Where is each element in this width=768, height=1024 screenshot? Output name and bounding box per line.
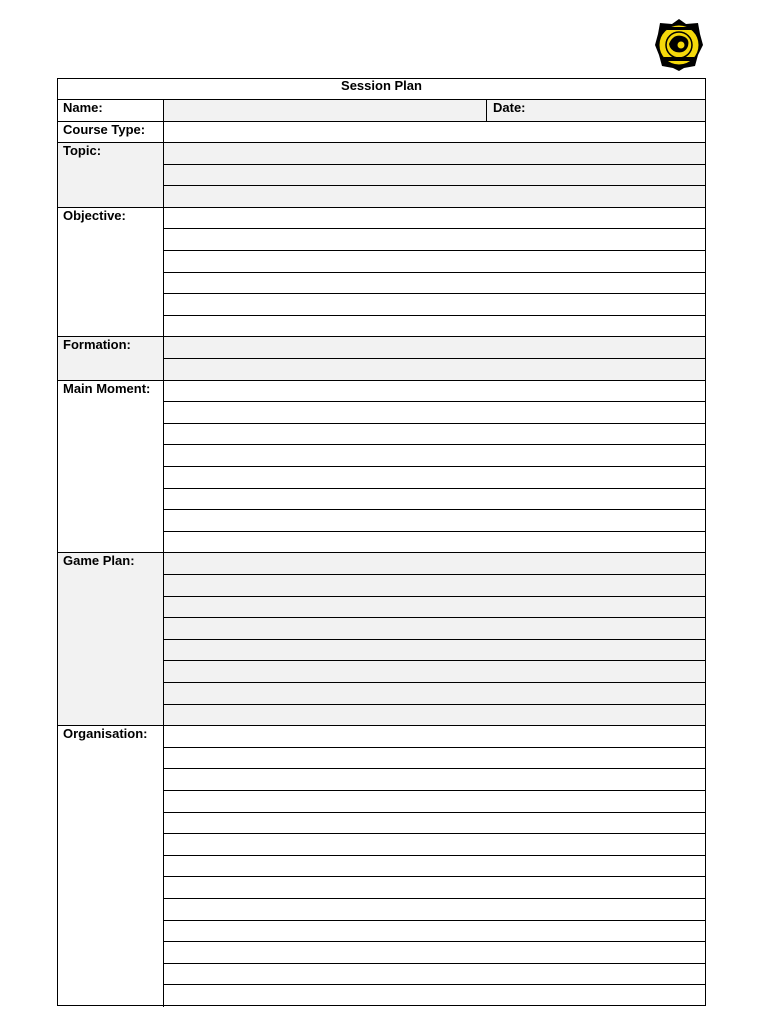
game-plan-label: Game Plan: (58, 553, 164, 726)
organisation-line[interactable] (164, 791, 705, 813)
date-label: Date: (493, 100, 526, 115)
session-plan-form (57, 78, 706, 1006)
course-type-field[interactable] (164, 122, 705, 143)
main-moment-line[interactable] (164, 510, 705, 532)
formation-line[interactable] (164, 337, 705, 359)
game-plan-line[interactable] (164, 640, 705, 662)
objective-label: Objective: (58, 208, 164, 338)
formation-line[interactable] (164, 359, 705, 381)
organisation-line[interactable] (164, 877, 705, 899)
main-moment-line[interactable] (164, 381, 705, 403)
objective-line[interactable] (164, 208, 705, 230)
main-moment-line[interactable] (164, 424, 705, 446)
organisation-line[interactable] (164, 899, 705, 921)
topic-line[interactable] (164, 186, 705, 208)
organisation-line[interactable] (164, 813, 705, 835)
game-plan-line[interactable] (164, 575, 705, 597)
organisation-label: Organisation: (58, 726, 164, 1007)
main-moment-label: Main Moment: (58, 381, 164, 554)
organisation-line[interactable] (164, 985, 705, 1007)
main-moment-line[interactable] (164, 532, 705, 554)
organisation-line[interactable] (164, 942, 705, 964)
association-crest-logo (654, 18, 704, 72)
main-moment-line[interactable] (164, 467, 705, 489)
main-moment-line[interactable] (164, 445, 705, 467)
organisation-line[interactable] (164, 726, 705, 748)
game-plan-line[interactable] (164, 553, 705, 575)
objective-line[interactable] (164, 316, 705, 338)
game-plan-line[interactable] (164, 597, 705, 619)
topic-line[interactable] (164, 165, 705, 187)
organisation-line[interactable] (164, 834, 705, 856)
date-field[interactable] (486, 100, 705, 122)
topic-label: Topic: (58, 143, 164, 208)
game-plan-line[interactable] (164, 661, 705, 683)
organisation-line[interactable] (164, 769, 705, 791)
game-plan-line[interactable] (164, 618, 705, 640)
organisation-line[interactable] (164, 748, 705, 770)
objective-line[interactable] (164, 273, 705, 295)
name-field[interactable] (164, 100, 486, 122)
objective-line[interactable] (164, 229, 705, 251)
organisation-line[interactable] (164, 856, 705, 878)
form-title: Session Plan (58, 79, 705, 100)
main-moment-line[interactable] (164, 489, 705, 511)
objective-line[interactable] (164, 294, 705, 316)
topic-line[interactable] (164, 143, 705, 165)
course-type-label: Course Type: (58, 122, 164, 143)
objective-line[interactable] (164, 251, 705, 273)
organisation-line[interactable] (164, 921, 705, 943)
game-plan-line[interactable] (164, 683, 705, 705)
organisation-line[interactable] (164, 964, 705, 986)
formation-label: Formation: (58, 337, 164, 380)
name-label: Name: (58, 100, 164, 122)
game-plan-line[interactable] (164, 705, 705, 727)
main-moment-line[interactable] (164, 402, 705, 424)
